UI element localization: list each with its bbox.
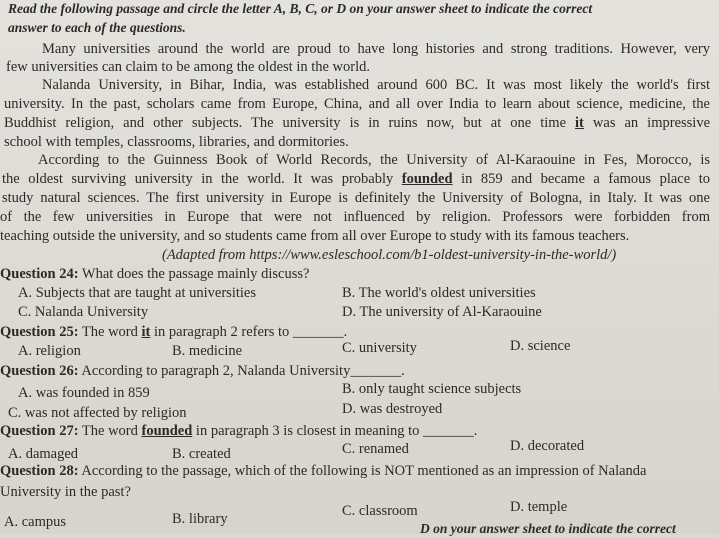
passage-p3-line-2 (2, 171, 710, 187)
question-26-option-d[interactable]: D. was destroyed (342, 401, 443, 417)
passage-p2-line-2: university. In the past, scholars came from Europe, China, and all over India to learn about science, medicine, the (4, 96, 710, 112)
question-25-option-c[interactable]: C. university (342, 340, 417, 356)
passage-p3-line-4: of the few universities in Europe that were not influenced by religion. Professors were forbidden from (0, 209, 710, 225)
question-28-stem-line-2: University in the past? (0, 484, 131, 500)
question-27-label: Question 27: (0, 423, 79, 439)
passage-p3-line-2-b: in 859 and became a famous place to (452, 171, 710, 187)
question-28-option-c[interactable]: C. classroom (342, 503, 418, 519)
passage-word-it: it (575, 115, 584, 131)
question-28-text-1: According to the passage, which of the following is NOT mentioned as an impression of Nalanda (78, 463, 647, 479)
passage-p2-line-3-a: Buddhist religion, and other subjects. The university is in ruins now, but at one time (4, 115, 576, 131)
question-28-label: Question 28: (0, 463, 79, 479)
question-28-stem-line-1 (0, 463, 646, 479)
passage-p3-line-3: study natural sciences. The first university in Europe is definitely the University of Bologna, in Italy. It was one (2, 190, 710, 206)
question-25-stem (0, 324, 347, 340)
question-27-stem (0, 423, 477, 439)
question-24-option-c[interactable]: C. Nalanda University (18, 304, 149, 320)
question-28-option-d[interactable]: D. temple (510, 499, 568, 515)
passage-source: (Adapted from https://www.esleschool.com/b1-oldest-university-in-the-world/) (162, 247, 617, 263)
question-26-option-b[interactable]: B. only taught science subjects (342, 381, 522, 397)
question-25-text-b: in paragraph 2 refers to _______. (150, 324, 348, 340)
question-27-word-founded: founded (141, 423, 193, 439)
passage-p3-line-1: According to the Guinness Book of World Records, the University of Al-Karaouine in Fes, Morocco, is (38, 152, 710, 168)
question-25-option-b[interactable]: B. medicine (172, 343, 243, 359)
question-25-text-a: The word (78, 324, 142, 340)
passage-p2-line-4: school with temples, classrooms, libraries, and dormitories. (4, 134, 349, 150)
question-27-option-b[interactable]: B. created (172, 446, 231, 462)
passage-p3-line-2-a: the oldest surviving university in the world. It was probably (2, 171, 402, 187)
passage-word-founded: founded (401, 171, 453, 187)
question-26-option-a[interactable]: A. was founded in 859 (18, 385, 150, 401)
question-26-text: According to paragraph 2, Nalanda University_______. (78, 363, 405, 379)
question-26-option-c[interactable]: C. was not affected by religion (8, 405, 187, 421)
question-24-option-b[interactable]: B. The world's oldest universities (342, 285, 536, 301)
question-25-option-a[interactable]: A. religion (18, 343, 81, 359)
passage-p1-line-1: Many universities around the world are proud to have long histories and strong traditions. However, very (42, 41, 710, 57)
question-25-option-d[interactable]: D. science (510, 338, 571, 354)
question-24-option-d[interactable]: D. The university of Al-Karaouine (342, 304, 542, 320)
question-24-label: Question 24: (0, 266, 79, 282)
footer-cut-text: D on your answer sheet to indicate the correct (420, 521, 676, 536)
question-28-option-b[interactable]: B. library (172, 511, 228, 527)
question-28-option-a[interactable]: A. campus (4, 514, 67, 530)
question-25-label: Question 25: (0, 324, 79, 340)
question-27-option-a[interactable]: A. damaged (8, 446, 79, 462)
passage-p1-line-2: few universities can claim to be among the oldest in the world. (6, 59, 371, 75)
question-24-stem (0, 266, 309, 282)
question-25-word-it: it (141, 324, 151, 340)
question-26-label: Question 26: (0, 363, 79, 379)
question-24-option-a[interactable]: A. Subjects that are taught at universities (18, 285, 256, 301)
instruction-line-2: answer to each of the questions. (8, 20, 186, 35)
question-26-stem (0, 363, 405, 379)
instruction-line-1: Read the following passage and circle the letter A, B, C, or D on your answer sheet to indicate the correct (8, 1, 593, 16)
question-27-text-a: The word (78, 423, 142, 439)
question-27-text-b: in paragraph 3 is closest in meaning to _______. (192, 423, 478, 439)
passage-p2-line-1: Nalanda University, in Bihar, India, was established around 600 BC. It was most likely the world's first (42, 77, 710, 93)
question-24-text: What does the passage mainly discuss? (78, 266, 310, 282)
passage-p3-line-5: teaching outside the university, and so students came from all over Europe to study with its famous teachers. (0, 228, 630, 244)
question-27-option-d[interactable]: D. decorated (510, 438, 585, 454)
passage-p2-line-3 (4, 115, 710, 131)
passage-p2-line-3-b: was an impressive (583, 115, 711, 131)
question-27-option-c[interactable]: C. renamed (342, 441, 409, 457)
